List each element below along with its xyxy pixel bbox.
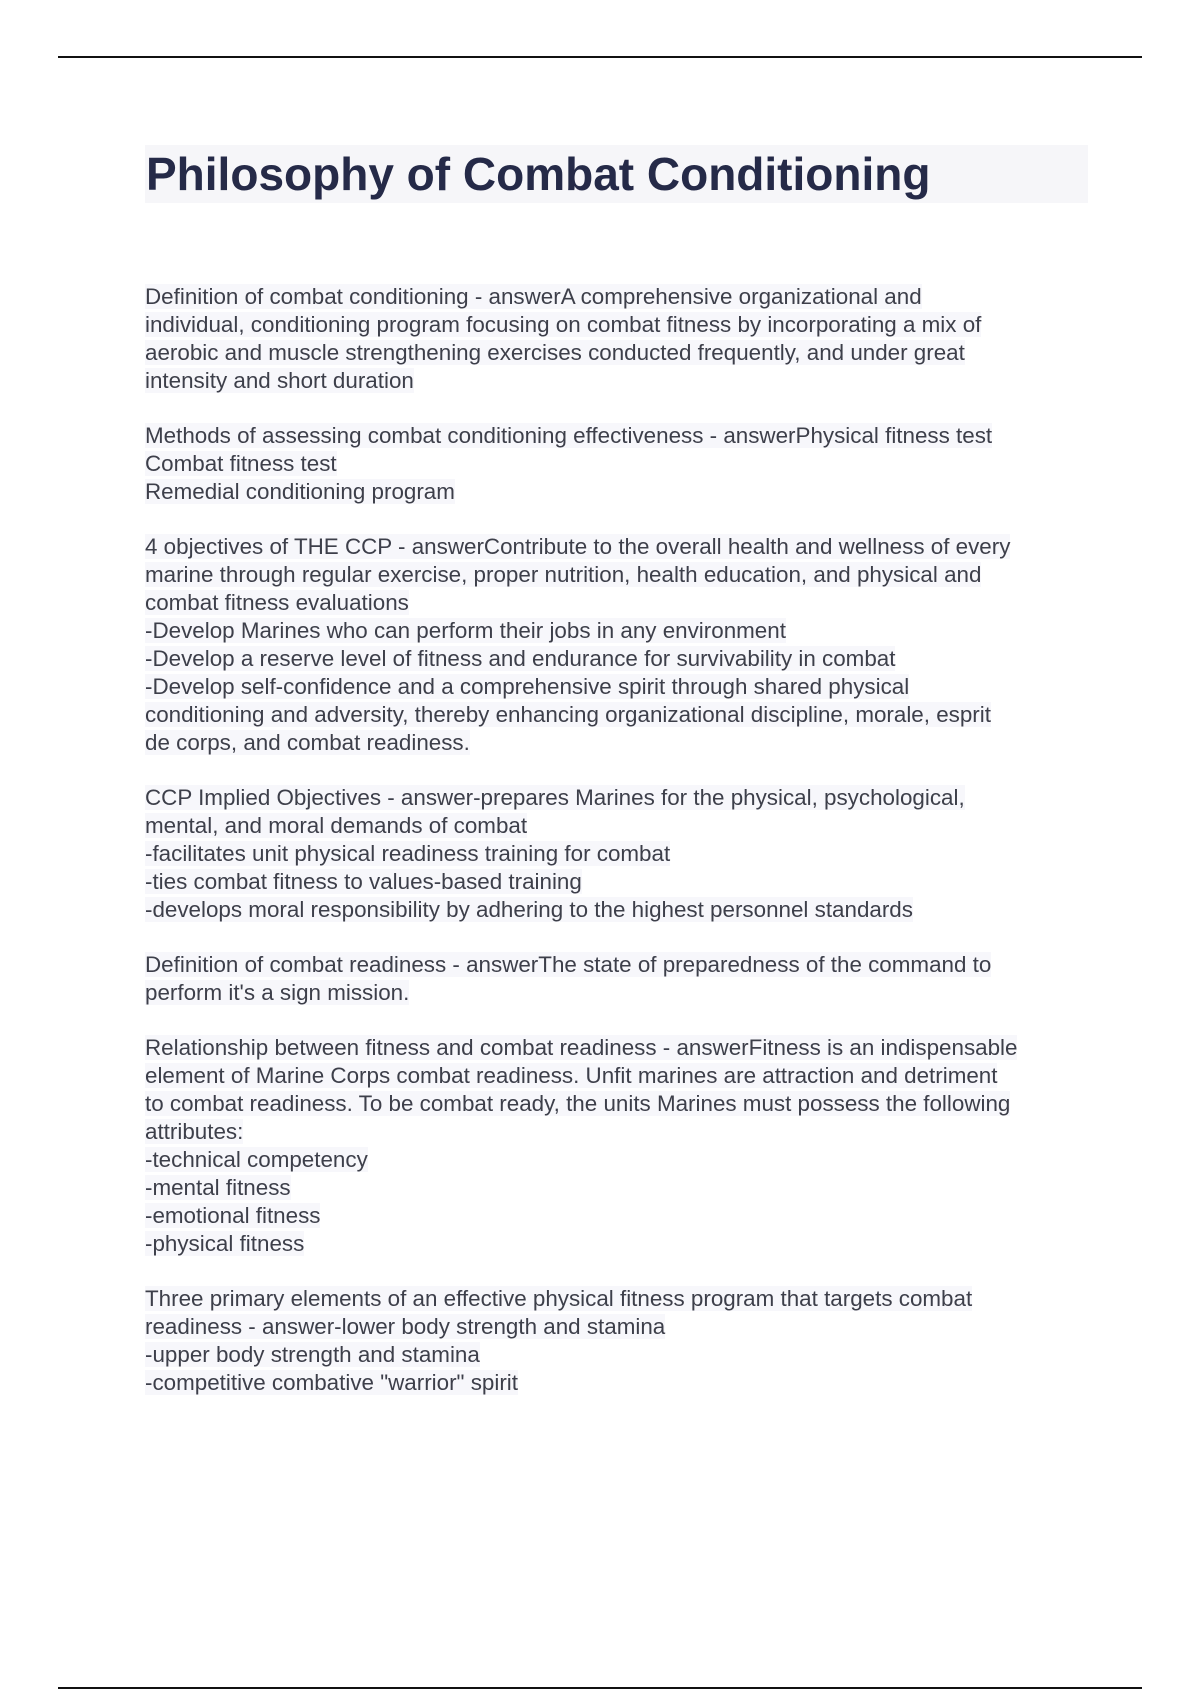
text-line: Methods of assessing combat conditioning effectiveness - answerPhysical fitness test: [145, 423, 993, 448]
text-line: -upper body strength and stamina: [145, 1342, 480, 1367]
qa-entry-4: [145, 784, 1095, 924]
text-line: element of Marine Corps combat readiness. Unfit marines are attraction and detriment: [145, 1063, 998, 1088]
text-line: -mental fitness: [145, 1175, 291, 1200]
text-line: -Develop self-confidence and a comprehensive spirit through shared physical: [145, 674, 910, 699]
text-line: Relationship between fitness and combat readiness - answerFitness is an indispensable: [145, 1035, 1018, 1060]
text-line: perform it's a sign mission.: [145, 980, 410, 1005]
qa-entry-3: [145, 533, 1095, 757]
text-line: -ties combat fitness to values-based training: [145, 869, 582, 894]
text-line: -technical competency: [145, 1147, 368, 1172]
qa-entry-5: [145, 951, 1095, 1007]
text-line: to combat readiness. To be combat ready, the units Marines must possess the following: [145, 1091, 1011, 1116]
text-line: CCP Implied Objectives - answer-prepares Marines for the physical, psychological,: [145, 785, 965, 810]
text-line: -Develop a reserve level of fitness and endurance for survivability in combat: [145, 646, 896, 671]
qa-entry-7: [145, 1285, 1095, 1397]
text-line: -competitive combative "warrior" spirit: [145, 1370, 518, 1395]
bottom-rule: [58, 1687, 1142, 1689]
qa-entry-2: [145, 422, 1095, 506]
text-line: intensity and short duration: [145, 368, 414, 393]
text-line: Combat fitness test: [145, 451, 337, 476]
text-line: 4 objectives of THE CCP - answerContribute to the overall health and wellness of every: [145, 534, 1011, 559]
text-line: mental, and moral demands of combat: [145, 813, 528, 838]
text-line: aerobic and muscle strengthening exercises conducted frequently, and under great: [145, 340, 965, 365]
text-line: attributes:: [145, 1119, 244, 1144]
text-line: Three primary elements of an effective physical fitness program that targets combat: [145, 1286, 973, 1311]
text-line: Definition of combat conditioning - answerA comprehensive organizational and: [145, 284, 922, 309]
text-line: -facilitates unit physical readiness training for combat: [145, 841, 671, 866]
text-line: readiness - answer-lower body strength and stamina: [145, 1314, 666, 1339]
text-line: individual, conditioning program focusing on combat fitness by incorporating a mix of: [145, 312, 982, 337]
page-title: Philosophy of Combat Conditioning: [146, 148, 931, 200]
text-line: combat fitness evaluations: [145, 590, 409, 615]
qa-entry-6: [145, 1034, 1095, 1258]
text-line: -Develop Marines who can perform their jobs in any environment: [145, 618, 786, 643]
text-line: -emotional fitness: [145, 1203, 321, 1228]
text-line: de corps, and combat readiness.: [145, 730, 470, 755]
top-rule: [58, 56, 1142, 58]
text-line: Definition of combat readiness - answerThe state of preparedness of the command to: [145, 952, 992, 977]
text-line: -physical fitness: [145, 1231, 305, 1256]
text-line: -develops moral responsibility by adhering to the highest personnel standards: [145, 897, 913, 922]
text-line: marine through regular exercise, proper nutrition, health education, and physical and: [145, 562, 982, 587]
document-body: [145, 283, 1095, 1424]
qa-entry-1: [145, 283, 1095, 395]
text-line: conditioning and adversity, thereby enhancing organizational discipline, morale, esprit: [145, 702, 991, 727]
text-line: Remedial conditioning program: [145, 479, 455, 504]
